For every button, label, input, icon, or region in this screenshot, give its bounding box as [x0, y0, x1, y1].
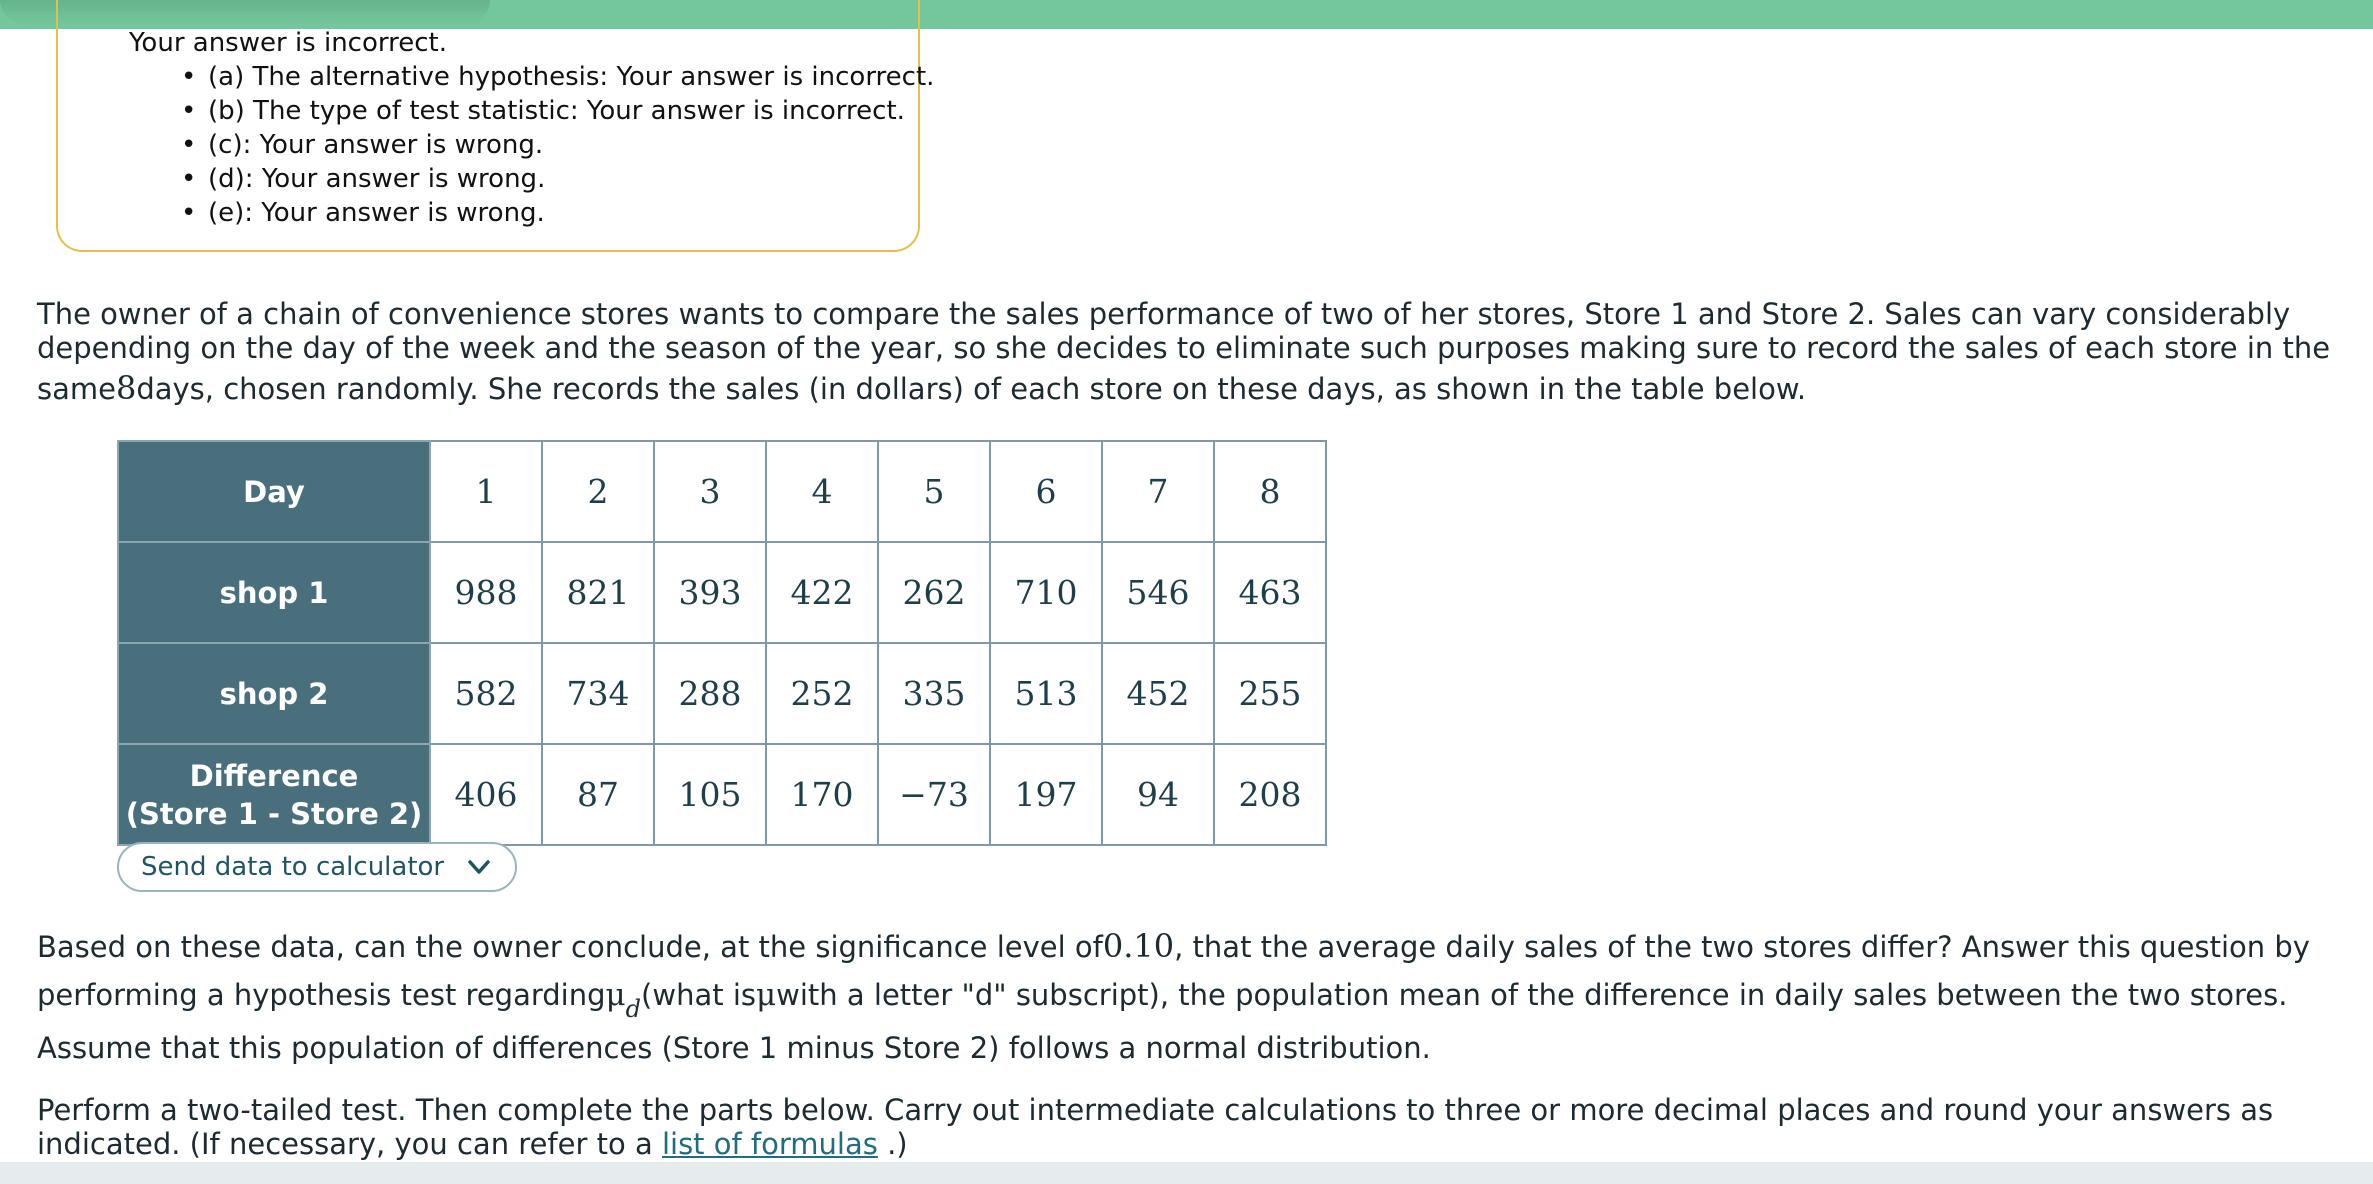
sales-cell: 710	[990, 542, 1102, 643]
instructions-line-2	[37, 1127, 908, 1161]
sales-table	[117, 440, 1327, 846]
row-header-day: Day	[118, 441, 430, 542]
question-line-3: Assume that this population of differences (Store 1 minus Store 2) follows a normal distribution.	[37, 1031, 1431, 1065]
subscript-d: d	[625, 995, 642, 1023]
question-part-2a: performing a hypothesis test regarding	[37, 978, 606, 1012]
send-data-label: Send data to calculator	[141, 852, 445, 882]
table-row-day	[118, 441, 1326, 542]
feedback-list	[181, 60, 934, 230]
mu-symbol-inline: μ	[756, 977, 777, 1013]
feedback-item-c: • (c): Your answer is wrong.	[181, 128, 934, 162]
sales-cell: 988	[430, 542, 542, 643]
intro-rest: days, chosen randomly. She records the sales (in dollars) of each store on these days, as shown in the table below.	[136, 372, 1807, 406]
question-part-1b: , that the average daily sales of the two stores differ? Answer this question by	[1174, 930, 2310, 964]
significance-level: 0.10	[1102, 927, 1175, 965]
sales-cell: 452	[1102, 643, 1214, 744]
day-cell: 2	[542, 441, 654, 542]
question-line-2	[37, 977, 2288, 1023]
intro-line-1: The owner of a chain of convenience stores wants to compare the sales performance of two of her stores, Store 1 and Store 2. Sales can vary considerably	[37, 297, 2291, 331]
difference-label-2: (Store 1 - Store 2)	[125, 796, 423, 831]
difference-cell: 94	[1102, 744, 1214, 845]
difference-cell: 406	[430, 744, 542, 845]
day-cell: 5	[878, 441, 990, 542]
intro-same: same	[37, 372, 116, 406]
send-data-to-calculator-button[interactable]	[117, 842, 517, 892]
difference-cell: 208	[1214, 744, 1326, 845]
sales-cell: 821	[542, 542, 654, 643]
bottom-bar	[0, 1162, 2373, 1184]
sales-cell: 262	[878, 542, 990, 643]
feedback-item-b: • (b) The type of test statistic: Your answer is incorrect.	[181, 94, 934, 128]
question-line-1	[37, 929, 2310, 964]
sales-cell: 463	[1214, 542, 1326, 643]
day-cell: 8	[1214, 441, 1326, 542]
question-part-1a: Based on these data, can the owner conclude, at the significance level of	[37, 930, 1103, 964]
feedback-title: Your answer is incorrect.	[129, 28, 447, 58]
difference-cell: 197	[990, 744, 1102, 845]
sales-cell: 734	[542, 643, 654, 744]
row-header-difference	[118, 744, 430, 845]
table-row-shop-2	[118, 643, 1326, 744]
intro-days-count: 8	[115, 369, 137, 407]
table-row-shop-1	[118, 542, 1326, 643]
day-cell: 7	[1102, 441, 1214, 542]
table-row-difference	[118, 744, 1326, 845]
feedback-item-e: • (e): Your answer is wrong.	[181, 196, 934, 230]
row-header-shop-2: shop 2	[118, 643, 430, 744]
difference-cell: 87	[542, 744, 654, 845]
sales-cell: 546	[1102, 542, 1214, 643]
mu-symbol: μ	[605, 977, 626, 1013]
day-cell: 3	[654, 441, 766, 542]
sales-cell: 335	[878, 643, 990, 744]
sales-cell: 252	[766, 643, 878, 744]
intro-line-2: depending on the day of the week and the season of the year, so she decides to eliminate such purposes making sure to record the sales of each store in the	[37, 331, 2331, 365]
instructions-part-b: .)	[877, 1127, 908, 1161]
chevron-down-icon	[465, 853, 493, 881]
list-of-formulas-link[interactable]: list of formulas	[661, 1127, 878, 1161]
difference-label-1: Difference	[189, 758, 359, 793]
sales-cell: 288	[654, 643, 766, 744]
difference-cell: 170	[766, 744, 878, 845]
sales-cell: 513	[990, 643, 1102, 744]
intro-line-3	[37, 371, 1806, 406]
row-header-shop-1: shop 1	[118, 542, 430, 643]
feedback-item-d: • (d): Your answer is wrong.	[181, 162, 934, 196]
difference-cell: −73	[878, 744, 990, 845]
sales-cell: 582	[430, 643, 542, 744]
difference-cell: 105	[654, 744, 766, 845]
day-cell: 4	[766, 441, 878, 542]
sales-cell: 393	[654, 542, 766, 643]
instructions-part-a: indicated. (If necessary, you can refer to a	[37, 1127, 662, 1161]
feedback-item-a: • (a) The alternative hypothesis: Your answer is incorrect.	[181, 60, 934, 94]
instructions-line-1: Perform a two-tailed test. Then complete the parts below. Carry out intermediate calculations to three or more decimal places and round your answers as	[37, 1093, 2274, 1127]
day-cell: 6	[990, 441, 1102, 542]
day-cell: 1	[430, 441, 542, 542]
question-part-2c: with a letter "d" subscript), the population mean of the difference in daily sales between the two stores.	[776, 978, 2288, 1012]
sales-cell: 255	[1214, 643, 1326, 744]
question-part-2b: (what is	[641, 978, 756, 1012]
sales-cell: 422	[766, 542, 878, 643]
